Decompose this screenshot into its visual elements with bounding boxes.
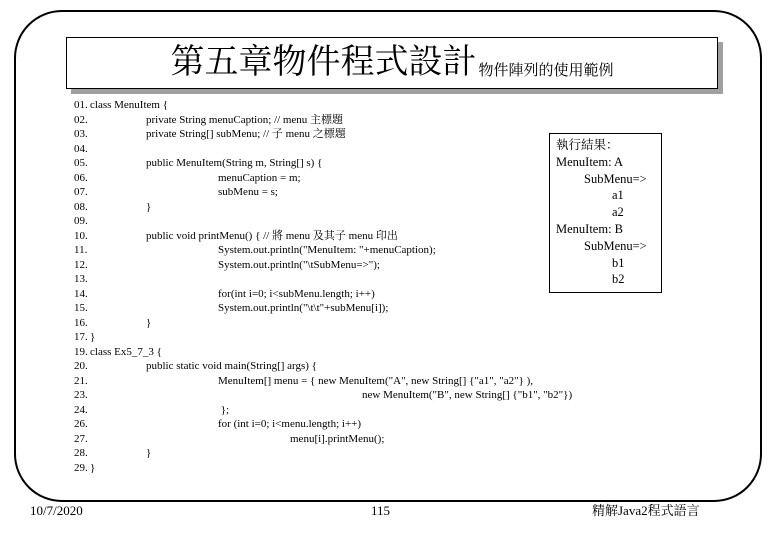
code-line (74, 272, 554, 287)
code-line (74, 142, 554, 157)
line-number: 24. (74, 403, 88, 416)
line-number: 02. (74, 113, 88, 126)
result-line: SubMenu=> (584, 238, 647, 253)
code-line (74, 359, 554, 374)
code-text: class MenuItem { (90, 99, 168, 111)
execution-result-box (549, 133, 662, 293)
code-text: } (146, 316, 152, 329)
code-line (74, 156, 554, 171)
code-text: private String[] subMenu; // 子 menu 之標題 (146, 128, 346, 140)
code-line (74, 330, 554, 345)
line-number: 14. (74, 287, 88, 300)
result-line: MenuItem: A (556, 154, 624, 169)
line-number: 29. (74, 461, 88, 474)
line-number: 09. (74, 215, 88, 227)
result-heading: 執行結果： (556, 138, 619, 152)
code-text: System.out.println("MenuItem: "+menuCaption); (218, 244, 436, 256)
result-line: b1 (612, 255, 625, 270)
code-text: } (146, 200, 152, 213)
code-line (74, 229, 554, 244)
line-number: 03. (74, 128, 88, 140)
code-text: System.out.println("\tSubMenu=>"); (218, 258, 380, 271)
slide-subtitle: 物件陣列的使用範例 (478, 62, 614, 79)
line-number: 01. (74, 99, 88, 111)
result-line: a1 (612, 188, 624, 203)
code-text: public static void main(String[] args) { (146, 360, 317, 372)
line-number: 06. (74, 171, 88, 184)
line-number: 19. (74, 345, 88, 358)
line-number: 12. (74, 258, 88, 271)
code-text: for(int i=0; i<subMenu.length; i++) (218, 287, 375, 300)
code-text: public void printMenu() { // 將 menu 及其子 menu 印出 (146, 229, 398, 242)
code-line (74, 287, 554, 302)
code-line (74, 374, 554, 389)
result-line: a2 (612, 205, 624, 220)
code-listing (74, 98, 573, 476)
line-number: 04. (74, 142, 88, 155)
code-line (74, 403, 554, 418)
code-line (74, 432, 554, 447)
code-text: } (90, 461, 96, 474)
code-text: for (int i=0; i<menu.length; i++) (218, 418, 362, 430)
line-number: 15. (74, 302, 88, 314)
code-line (74, 417, 554, 432)
line-number: 10. (74, 229, 88, 242)
code-line (74, 214, 554, 229)
code-text: class Ex5_7_3 { (90, 345, 162, 358)
result-line: MenuItem: B (556, 221, 624, 236)
title-box (66, 37, 718, 89)
code-line (74, 243, 554, 258)
code-text: new MenuItem("B", new String[] {"b1", "b2"}) (362, 389, 573, 401)
code-line (74, 127, 554, 142)
code-line (74, 171, 554, 186)
code-text: subMenu = s; (218, 186, 278, 198)
line-number: 21. (74, 374, 88, 387)
code-line (74, 98, 554, 113)
result-line: b2 (612, 272, 625, 287)
line-number: 07. (74, 186, 88, 198)
book-title: 精解Java2程式語言 (592, 503, 700, 518)
code-text: }; (218, 403, 230, 416)
line-number: 23. (74, 389, 88, 401)
code-text: menu[i].printMenu(); (290, 432, 385, 445)
line-number: 16. (74, 316, 88, 329)
code-text: System.out.println("\t\t"+subMenu[i]); (218, 302, 389, 314)
line-number: 20. (74, 360, 88, 372)
code-line (74, 461, 554, 476)
line-number: 11. (74, 244, 88, 256)
code-line (74, 200, 554, 215)
code-text: } (146, 447, 152, 459)
line-number: 05. (74, 157, 88, 169)
code-text: private String menuCaption; // menu 主標題 (146, 113, 344, 126)
code-line (74, 345, 554, 360)
code-line (74, 446, 554, 461)
line-number: 26. (74, 418, 88, 430)
code-text: MenuItem[] menu = { new MenuItem("A", new String[] {"a1", "a2"} ), (218, 374, 534, 387)
line-number: 28. (74, 447, 88, 459)
code-line (74, 113, 554, 128)
footer-date: 10/7/2020 (30, 503, 83, 518)
code-line (74, 388, 573, 403)
code-line (74, 185, 554, 200)
line-number: 08. (74, 200, 88, 213)
line-number: 27. (74, 432, 88, 445)
slide-title: 第五章物件程式設計 (170, 44, 477, 81)
code-line (74, 301, 554, 316)
code-text: public MenuItem(String m, String[] s) { (146, 157, 323, 169)
code-text: } (90, 331, 96, 343)
line-number: 17. (74, 331, 88, 343)
page-number: 115 (371, 503, 391, 518)
code-line (74, 258, 554, 273)
code-text: menuCaption = m; (218, 171, 301, 184)
line-number: 13. (74, 273, 88, 285)
result-line: SubMenu=> (584, 171, 647, 186)
code-line (74, 316, 554, 331)
